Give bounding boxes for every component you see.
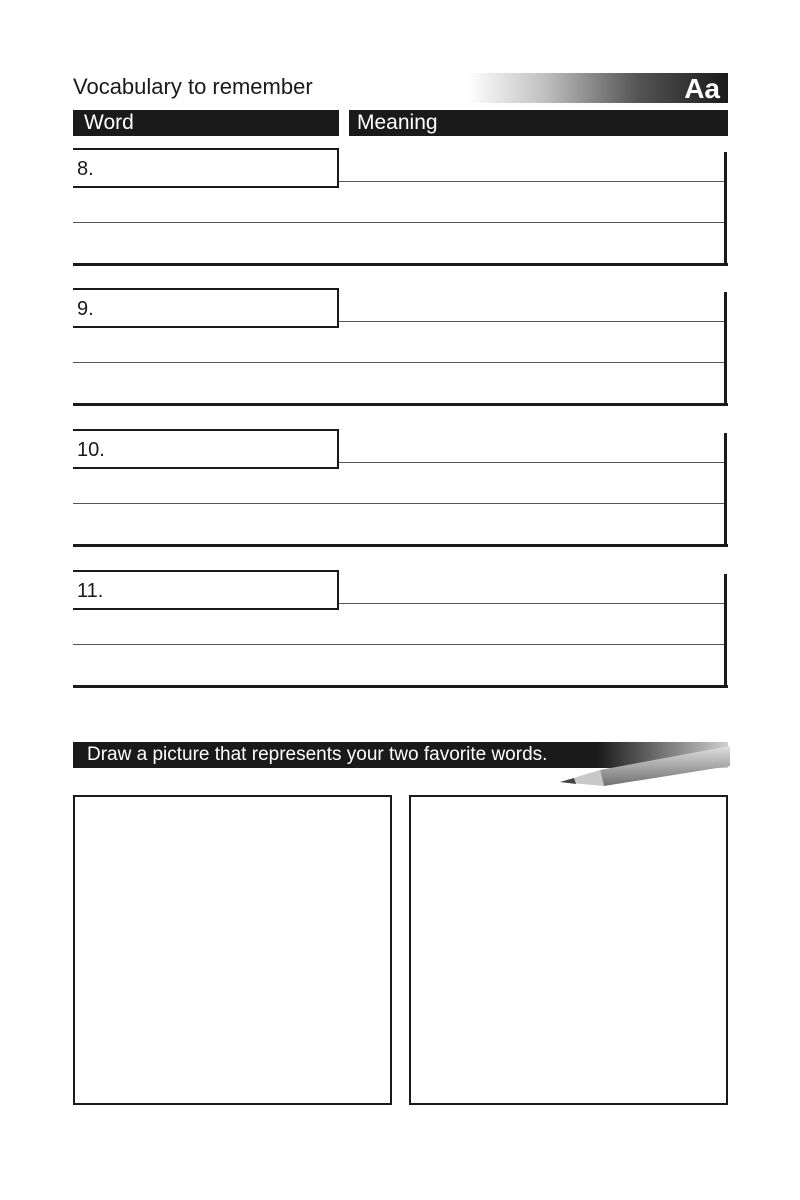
vocabulary-badge: Aa <box>684 73 720 104</box>
drawing-box-right[interactable] <box>409 795 728 1105</box>
pencil-icon <box>560 740 730 790</box>
page-title: Vocabulary to remember <box>73 74 313 99</box>
entry-border <box>724 292 727 406</box>
entry-border <box>73 263 728 266</box>
drawing-instruction: Draw a picture that represents your two favorite words. <box>73 742 728 768</box>
writing-line[interactable] <box>73 362 726 363</box>
entry-number: 11. <box>77 580 104 602</box>
entry-number: 8. <box>77 158 94 180</box>
word-field[interactable] <box>73 288 339 328</box>
meaning-line[interactable] <box>339 321 726 322</box>
meaning-column-header: Meaning <box>349 110 728 136</box>
entry-border <box>724 574 727 688</box>
entry-number: 10. <box>77 439 105 461</box>
vocab-entry <box>73 429 728 547</box>
writing-line[interactable] <box>73 222 726 223</box>
entry-border <box>73 544 728 547</box>
entry-border <box>73 403 728 406</box>
vocab-entry <box>73 288 728 406</box>
drawing-box-left[interactable] <box>73 795 392 1105</box>
entry-border <box>724 433 727 547</box>
writing-line[interactable] <box>73 644 726 645</box>
vocab-entry <box>73 148 728 266</box>
word-field[interactable] <box>73 429 339 469</box>
meaning-line[interactable] <box>339 603 726 604</box>
meaning-line[interactable] <box>339 462 726 463</box>
vocab-entry <box>73 570 728 688</box>
word-field[interactable] <box>73 570 339 610</box>
word-column-header: Word <box>73 110 339 136</box>
entry-number: 9. <box>77 298 94 320</box>
word-field[interactable] <box>73 148 339 188</box>
entry-border <box>724 152 727 266</box>
writing-line[interactable] <box>73 503 726 504</box>
meaning-line[interactable] <box>339 181 726 182</box>
entry-border <box>73 685 728 688</box>
